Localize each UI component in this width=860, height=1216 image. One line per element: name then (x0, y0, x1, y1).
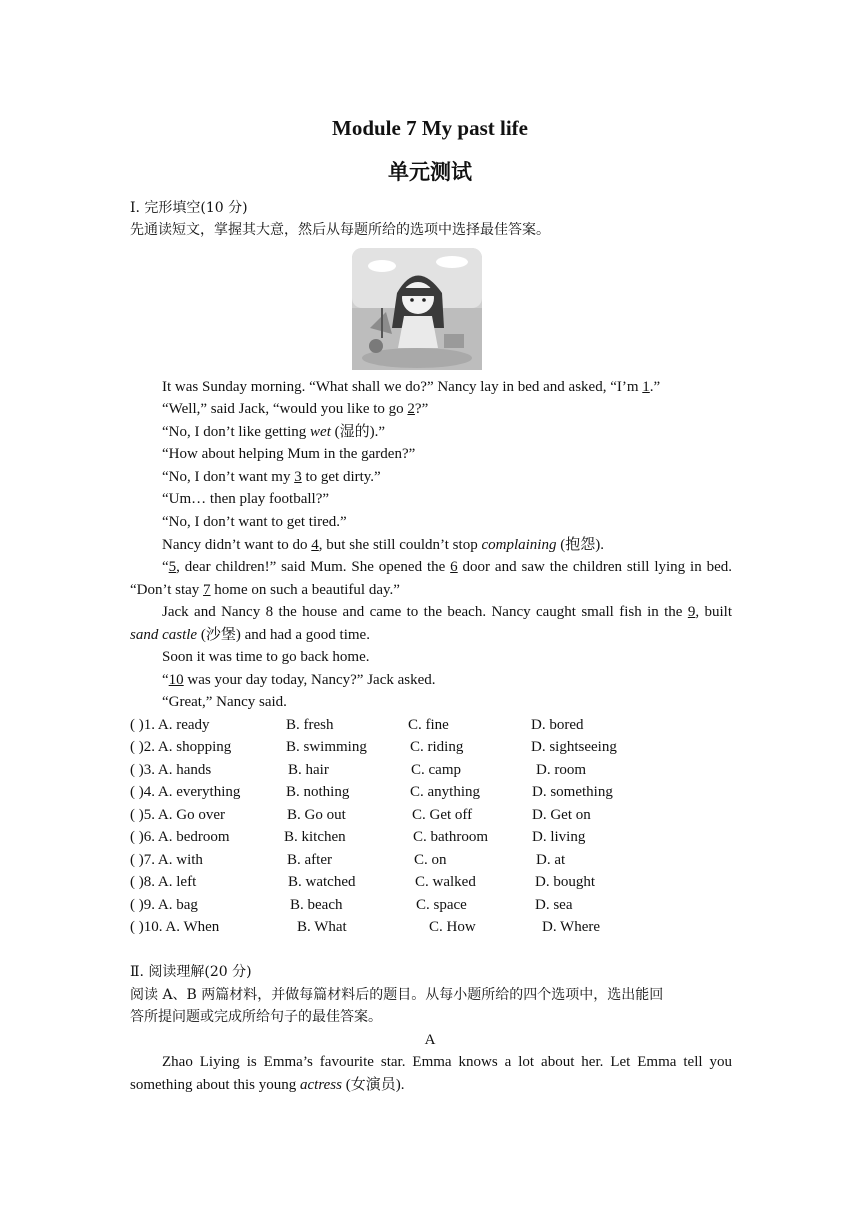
section2-instruction-1: 阅读 A、B 两篇材料，并做每篇材料后的题目。从每小题所给的四个选项中，选出能回 (130, 987, 664, 1003)
passage-line-13: “Great,” Nancy said. (162, 694, 287, 710)
option-c: C. on (414, 852, 447, 868)
option-b: B. swimming (286, 739, 367, 755)
passage-line-11: Soon it was time to go back home. (162, 649, 370, 665)
blank-1: 1 (642, 379, 650, 395)
blank-7: 7 (203, 581, 211, 598)
option-a: ( )2. A. shopping (130, 739, 232, 755)
girl-on-beach-illustration (352, 248, 482, 370)
passage-line-2: “Well,” said Jack, “would you like to go 2?” (162, 401, 429, 417)
option-d: D. something (532, 784, 613, 800)
option-a: ( )7. A. with (130, 852, 203, 868)
option-a: ( )1. A. ready (130, 717, 210, 733)
option-d: D. Get on (532, 807, 591, 823)
option-c: C. fine (408, 717, 449, 733)
passage-line-6: “Um… then play football?” (162, 491, 330, 507)
option-c: C. bathroom (413, 829, 488, 845)
option-a: ( )8. A. left (130, 874, 197, 890)
option-a: ( )9. A. bag (130, 897, 198, 913)
blank-3: 3 (294, 469, 302, 485)
option-c: C. anything (410, 784, 480, 800)
option-b: B. hair (288, 762, 329, 778)
passage-line-7: “No, I don’t want to get tired.” (162, 514, 347, 530)
blank-10: 10 (168, 672, 184, 688)
option-b: B. after (287, 852, 332, 868)
option-d: D. bought (535, 874, 595, 890)
option-d: D. at (536, 852, 566, 868)
passage-paragraph-beach: Jack and Nancy 8 the house and came to the beach. Nancy caught small fish in the 9, built sand castle (沙堡) and had a good time. (130, 604, 732, 643)
section2-heading: Ⅱ. 阅读理解(20 分) (130, 964, 252, 980)
option-c: C. Get off (412, 807, 473, 823)
page-subtitle: 单元测试 (388, 160, 472, 184)
section2-instruction-2: 答所提问题或完成所给句子的最佳答案。 (130, 1009, 382, 1025)
option-a: ( )10. A. When (130, 919, 220, 935)
option-b: B. nothing (286, 784, 350, 800)
passage-line-8: Nancy didn’t want to do 4, but she still couldn’t stop complaining (抱怨). (162, 537, 604, 553)
option-c: C. space (416, 897, 467, 913)
option-d: D. room (536, 762, 586, 778)
option-b: B. Go out (287, 807, 346, 823)
option-c: C. walked (415, 874, 476, 890)
option-b: B. fresh (286, 717, 334, 733)
blank-5: 5 (168, 559, 177, 575)
passage-paragraph-mum: “5, dear children!” said Mum. She opened the 6 door and saw the children still lying in bed. “Don’t stay 7 home on such a beautiful day.” (130, 559, 732, 598)
option-d: D. sea (535, 897, 573, 913)
option-b: B. kitchen (284, 829, 346, 845)
option-c: C. How (429, 919, 476, 935)
passage-line-3: “No, I don’t like getting wet (湿的).” (162, 424, 386, 440)
blank-6: 6 (450, 559, 458, 575)
passage-line-4: “How about helping Mum in the garden?” (162, 446, 416, 462)
option-b: B. What (297, 919, 347, 935)
option-a: ( )3. A. hands (130, 762, 212, 778)
passage-a-intro: Zhao Liying is Emma’s favourite star. Emma knows a lot about her. Let Emma tell you something about this young actress (女演员). (130, 1054, 732, 1093)
option-c: C. camp (411, 762, 461, 778)
option-d: D. living (532, 829, 586, 845)
option-d: D. sightseeing (531, 739, 617, 755)
option-a: ( )5. A. Go over (130, 807, 225, 823)
option-d: D. Where (542, 919, 601, 935)
passage-line-5: “No, I don’t want my 3 to get dirty.” (162, 469, 381, 485)
option-d: D. bored (531, 717, 584, 733)
option-b: B. watched (288, 874, 356, 890)
option-c: C. riding (410, 739, 464, 755)
page-title: Module 7 My past life (332, 116, 528, 140)
section1-heading: Ⅰ. 完形填空(10 分) (130, 200, 248, 216)
section1-instruction: 先通读短文，掌握其大意，然后从每题所给的选项中选择最佳答案。 (130, 222, 550, 238)
blank-2: 2 (407, 401, 415, 417)
passage-line-1: It was Sunday morning. “What shall we do?” Nancy lay in bed and asked, “I’m 1.” (162, 379, 661, 395)
part-a-label: A (424, 1032, 436, 1048)
option-a: ( )6. A. bedroom (130, 829, 230, 845)
passage-line-12: “10 was your day today, Nancy?” Jack asked. (162, 672, 436, 688)
blank-9: 9 (687, 604, 696, 620)
blank-4: 4 (311, 537, 319, 553)
option-b: B. beach (290, 897, 343, 913)
option-a: ( )4. A. everything (130, 784, 241, 800)
